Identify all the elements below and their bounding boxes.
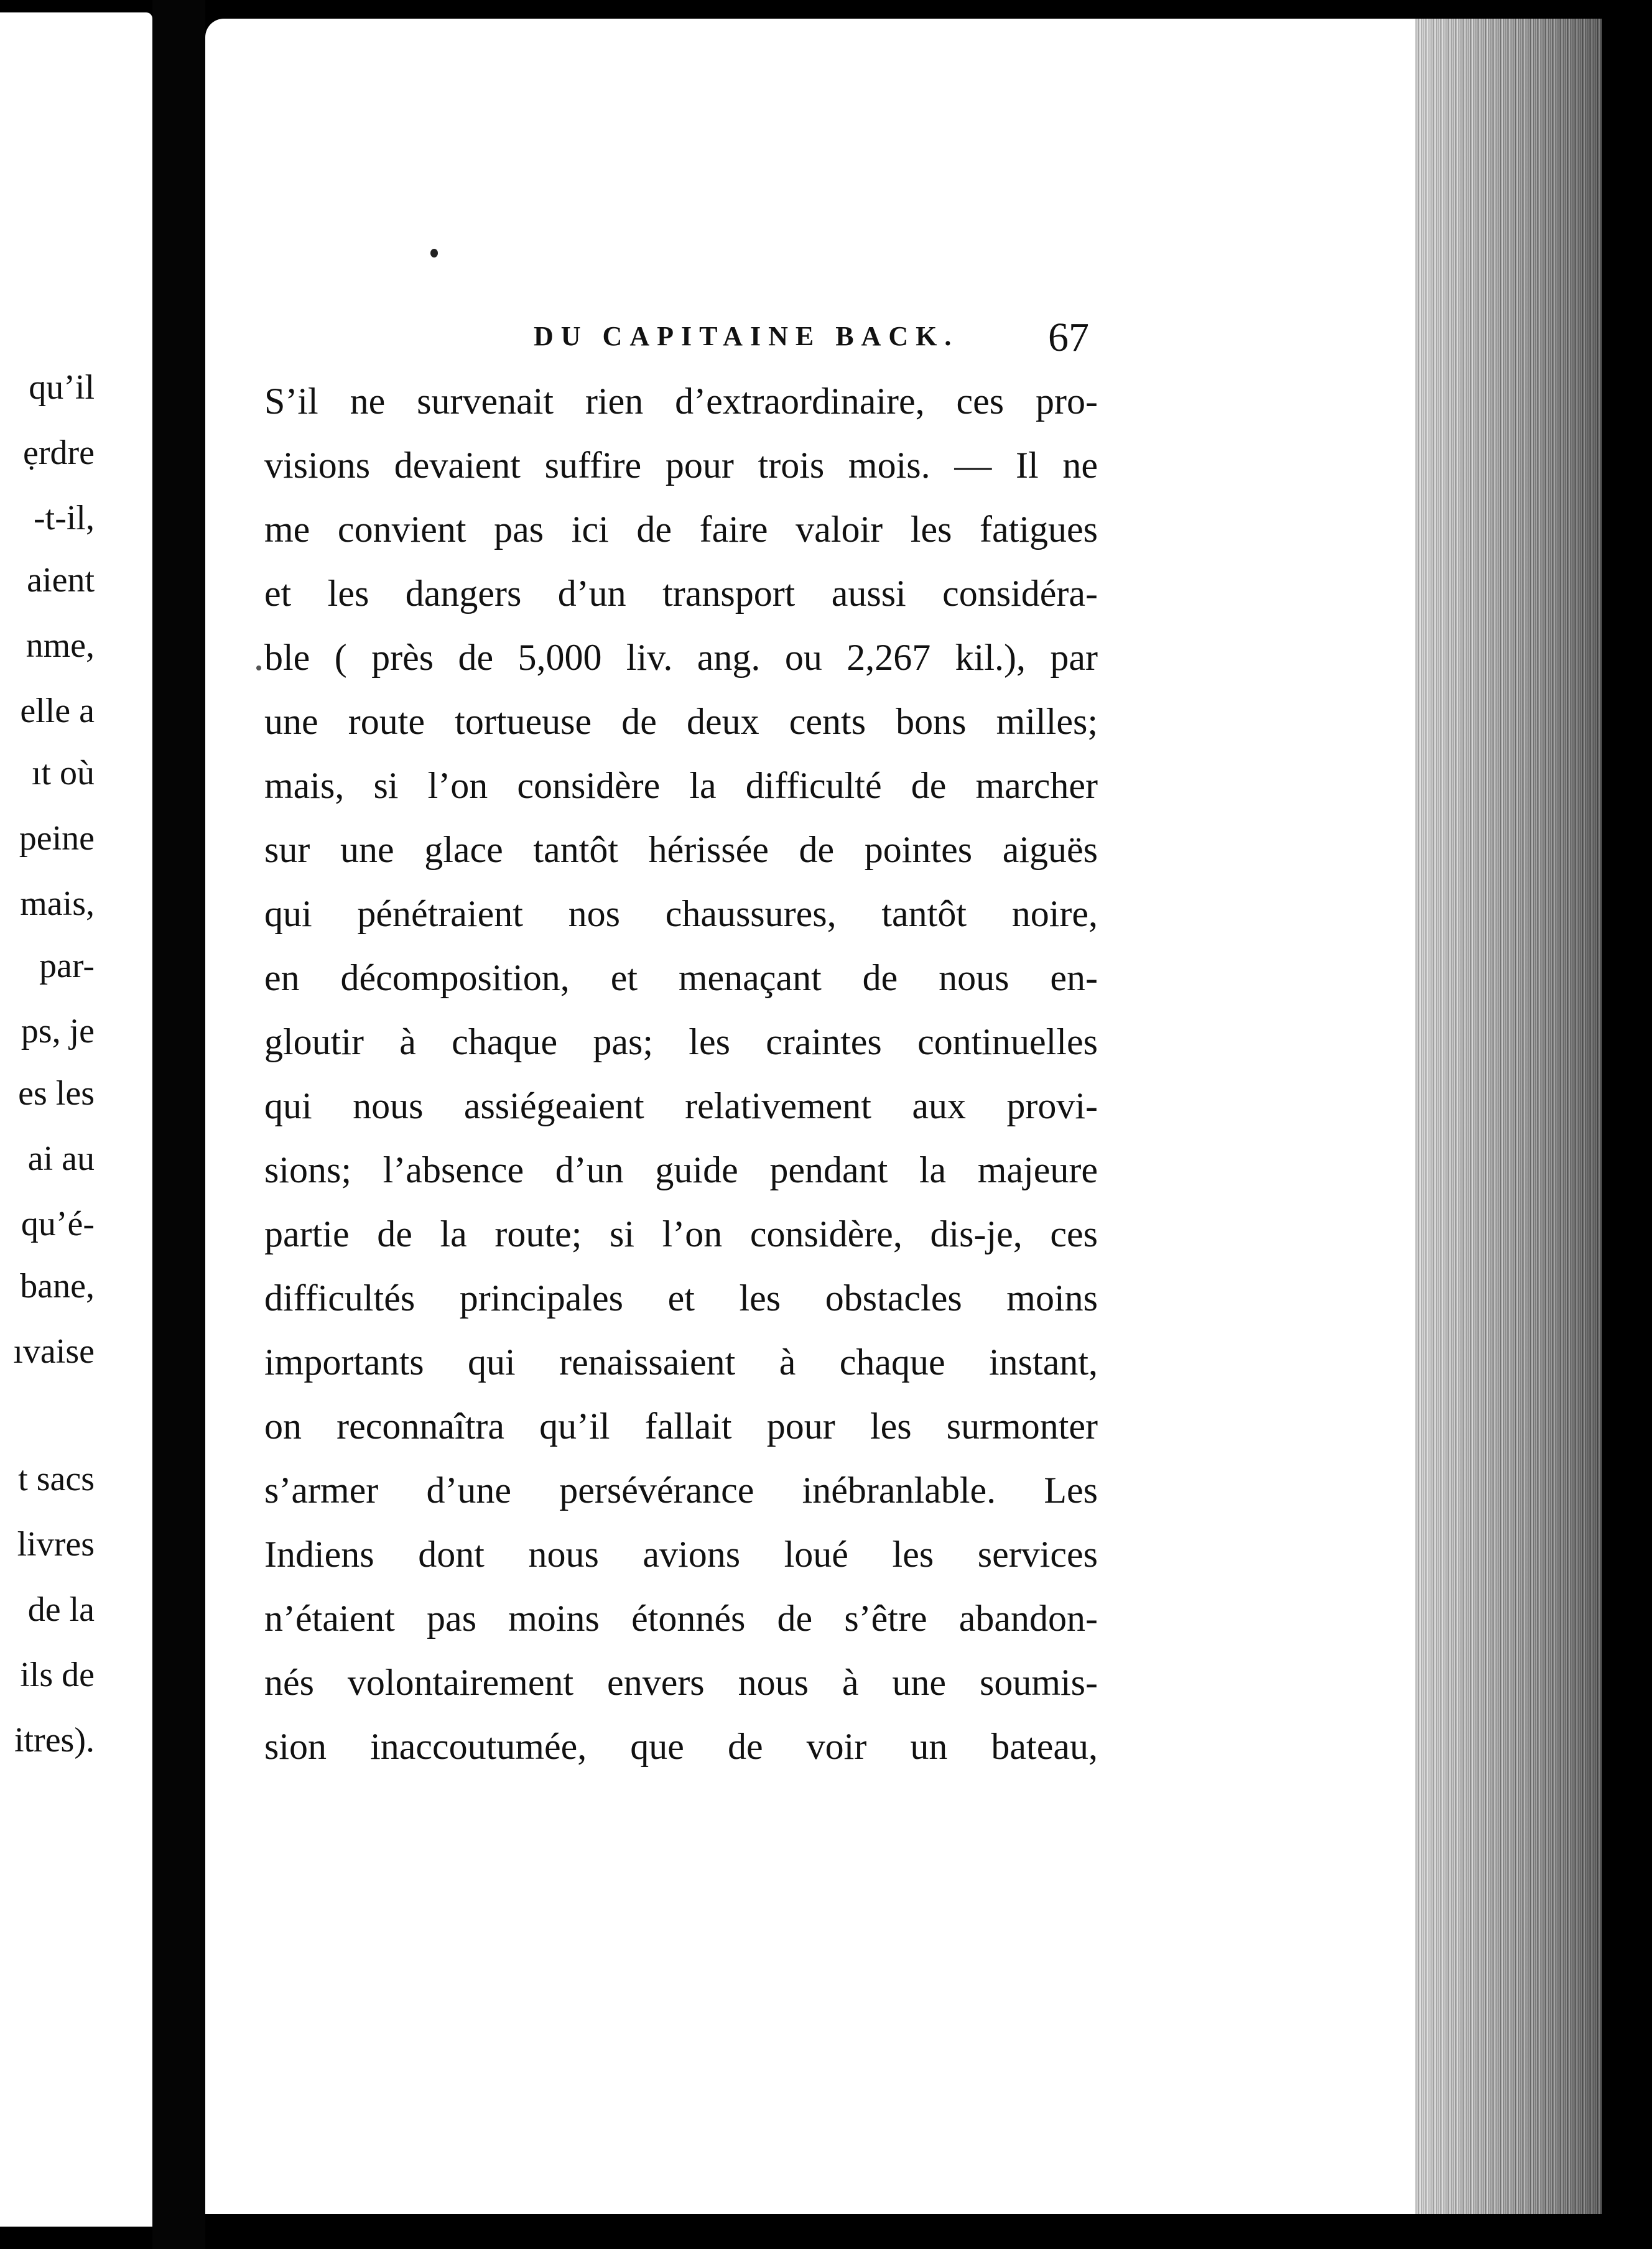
text-line: en décomposition, et menaçant de nous en- <box>264 957 1098 998</box>
text-line: une route tortueuse de deux cents bons milles; <box>264 701 1098 742</box>
book-gutter <box>152 0 205 2249</box>
left-text-fragment: livres <box>17 1525 95 1564</box>
text-line: importants qui renaissaient à chaque instant, <box>264 1342 1098 1383</box>
text-line: n’étaient pas moins étonnés de s’être abandon- <box>264 1598 1098 1639</box>
left-text-fragment: nme, <box>26 626 95 665</box>
stray-ink-dot <box>430 249 438 257</box>
left-text-fragment: ils de <box>20 1656 95 1694</box>
left-text-fragment: de la <box>27 1590 95 1629</box>
left-text-fragment: bane, <box>20 1267 95 1305</box>
text-line: partie de la route; si l’on considère, dis-je, ces <box>264 1213 1098 1254</box>
text-line: S’il ne survenait rien d’extraordinaire, ces pro- <box>264 381 1098 422</box>
page-number: 67 <box>1048 315 1089 360</box>
text-line: on reconnaîtra qu’il fallait pour les surmonter <box>264 1406 1098 1447</box>
text-line: Indiens dont nous avions loué les services <box>264 1534 1098 1575</box>
left-text-fragment: itres). <box>14 1721 95 1760</box>
book-fore-edge <box>1415 19 1602 2214</box>
left-text-fragment: ıvaise <box>13 1332 95 1371</box>
left-text-fragment: es les <box>18 1074 95 1113</box>
text-line: sion inaccoutumée, que de voir un bateau, <box>264 1726 1098 1767</box>
text-line: visions devaient suffire pour trois mois. — Il ne <box>264 445 1098 486</box>
left-text-fragment: ıt où <box>31 754 95 792</box>
left-text-fragment: qu’il <box>29 368 95 407</box>
text-line: mais, si l’on considère la difficulté de marcher <box>264 765 1098 806</box>
right-page <box>205 19 1415 2214</box>
left-text-fragment: elle a <box>20 692 95 730</box>
left-text-fragment: t sacs <box>18 1460 95 1498</box>
text-line: nés volontairement envers nous à une soumis- <box>264 1662 1098 1703</box>
left-text-fragment: ai au <box>27 1139 95 1178</box>
text-line: sions; l’absence d’un guide pendant la majeure <box>264 1149 1098 1190</box>
left-text-fragment: par- <box>39 947 95 985</box>
text-line: gloutir à chaque pas; les craintes continuelles <box>264 1021 1098 1062</box>
left-text-fragment: ẹrdre <box>22 434 95 472</box>
left-text-fragment: peine <box>19 819 95 858</box>
left-text-fragment: ps, je <box>21 1012 95 1050</box>
left-text-fragment: -t-il, <box>34 499 95 537</box>
text-line: sur une glace tantôt hérissée de pointes aiguës <box>264 829 1098 870</box>
stray-ink-mark <box>256 665 261 670</box>
text-line: me convient pas ici de faire valoir les fatigues <box>264 509 1098 550</box>
left-text-fragment: mais, <box>20 884 95 923</box>
left-text-fragment: aient <box>27 561 95 600</box>
text-line: ble ( près de 5,000 liv. ang. ou 2,267 kil.), par <box>264 637 1098 678</box>
text-line: s’armer d’une persévérance inébranlable. Les <box>264 1470 1098 1511</box>
left-page-fragment <box>0 12 152 2227</box>
left-text-fragment: qu’é- <box>21 1205 95 1243</box>
text-line: qui nous assiégeaient relativement aux provi- <box>264 1085 1098 1126</box>
running-head: DU CAPITAINE BACK. <box>534 321 959 351</box>
text-line: qui pénétraient nos chaussures, tantôt noire, <box>264 893 1098 934</box>
text-line: et les dangers d’un transport aussi considéra- <box>264 573 1098 614</box>
text-line: difficultés principales et les obstacles moins <box>264 1278 1098 1319</box>
scan-border <box>1602 0 1652 2249</box>
